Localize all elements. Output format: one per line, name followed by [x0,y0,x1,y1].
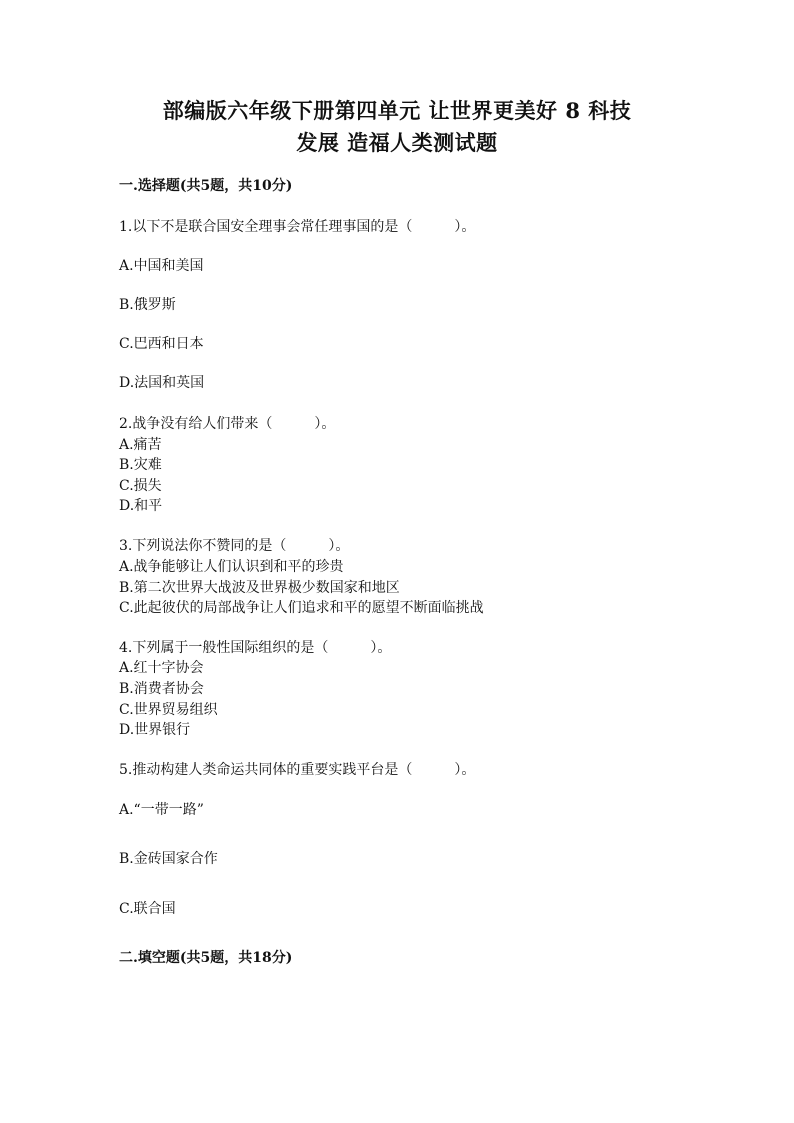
question-5-stem: 5.推动构建人类命运共同体的重要实践平台是（ ）。 [119,762,476,778]
question-4-option-d: D.世界银行 [119,722,191,738]
question-1-option-b: B.俄罗斯 [119,297,176,313]
question-5-option-c: C.联合国 [119,901,176,917]
section-heading-multiple-choice: 一.选择题(共5题，共10分) [119,178,293,194]
question-5-option-a: A.“一带一路” [119,802,204,818]
question-4-stem: 4.下列属于一般性国际组织的是（ ）。 [119,640,392,656]
question-3-stem: 3.下列说法你不赞同的是（ ）。 [119,538,350,554]
section-heading-fill-in-blank: 二.填空题(共5题，共18分) [119,950,293,966]
question-2-option-b: B.灾难 [119,457,162,473]
question-5-option-b: B.金砖国家合作 [119,851,218,867]
title-line-2: 发展 造福人类测试题 [296,130,498,155]
document-title [100,95,694,159]
question-2-option-d: D.和平 [119,498,163,514]
question-1-stem: 1.以下不是联合国安全理事会常任理事国的是（ ）。 [119,219,476,235]
question-2-option-a: A.痛苦 [119,437,162,453]
title-line-1: 部编版六年级下册第四单元 让世界更美好 8 科技 [162,98,632,123]
question-1-option-d: D.法国和英国 [119,375,205,391]
question-1-option-c: C.巴西和日本 [119,336,204,352]
question-4-option-a: A.红十字协会 [119,660,204,676]
question-2-stem: 2.战争没有给人们带来（ ）。 [119,416,336,432]
question-3-option-c: C.此起彼伏的局部战争让人们追求和平的愿望不断面临挑战 [119,600,484,616]
question-1-option-a: A.中国和美国 [119,258,204,274]
question-3-option-a: A.战争能够让人们认识到和平的珍贵 [119,559,344,575]
question-4-option-b: B.消费者协会 [119,681,204,697]
question-3-option-b: B.第二次世界大战波及世界极少数国家和地区 [119,580,400,596]
question-2-option-c: C.损失 [119,478,162,494]
question-4-option-c: C.世界贸易组织 [119,702,218,718]
